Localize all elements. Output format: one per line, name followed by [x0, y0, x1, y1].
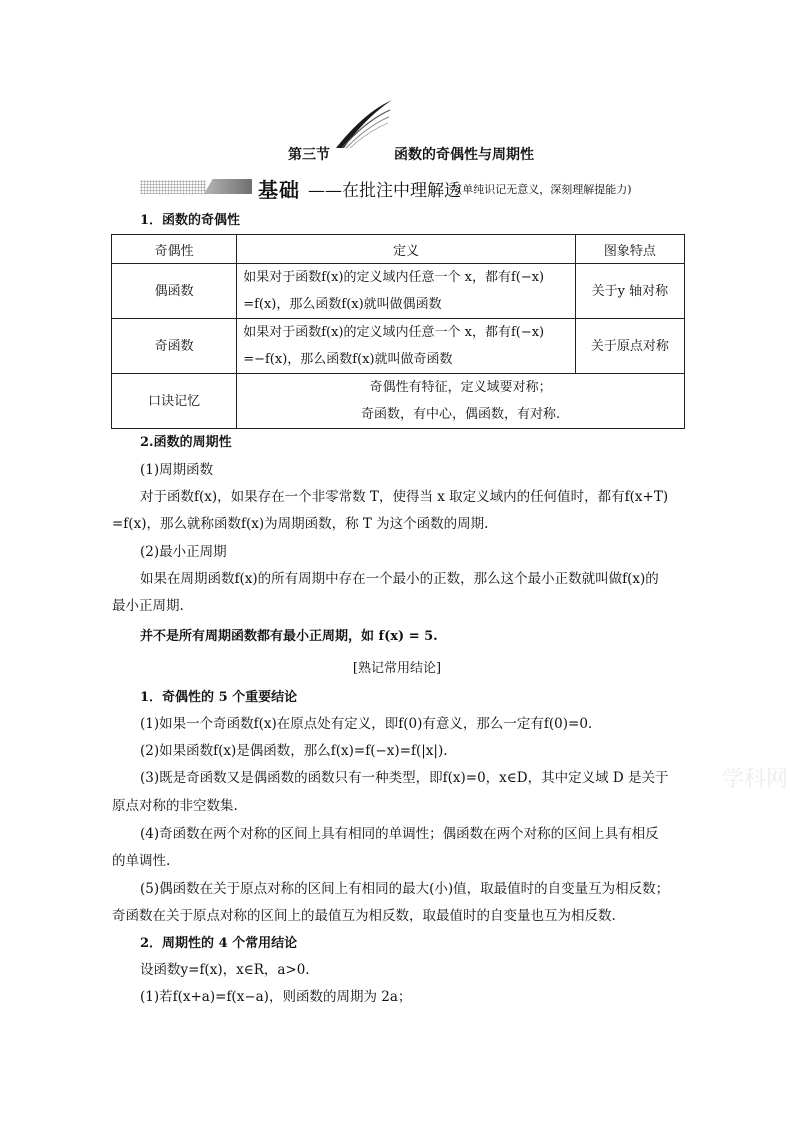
- paragraph-line: 最小正周期.: [112, 598, 184, 614]
- conclusion-item: (1)若f(x+a)=f(x−a)，则函数的周期为 2a；: [140, 989, 412, 1005]
- row-name: 口诀记忆: [112, 374, 237, 429]
- banner-subtitle: ——在批注中理解透: [308, 181, 461, 201]
- row-definition: [237, 264, 576, 319]
- watermark-text: 学科网: [722, 767, 789, 792]
- parity-heading: 1．函数的奇偶性: [140, 213, 241, 228]
- row-feature: 关于原点对称: [575, 319, 684, 374]
- conclusions-title: [熟记常用结论]: [352, 661, 442, 676]
- row-name: 偶函数: [112, 264, 237, 319]
- table-header-cell: 图象特点: [575, 235, 684, 264]
- conclusion-setup: 设函数y=f(x)，x∈R，a>0.: [140, 962, 310, 978]
- table-row: [112, 374, 685, 429]
- subheading: (1)周期函数: [140, 462, 214, 478]
- definition-line: =f(x)，那么函数f(x)就叫做偶函数: [243, 297, 442, 312]
- paragraph-line: =f(x)，那么就称函数f(x)为周期函数，称 T 为这个函数的周期.: [112, 516, 489, 532]
- subheading: (2)最小正周期: [140, 544, 227, 560]
- conclusion-item: (4)奇函数在两个对称的区间上具有相同的单调性；偶函数在两个对称的区间上具有相反: [140, 826, 659, 842]
- banner-note: (单纯识记无意义，深刻理解提能力): [458, 183, 632, 196]
- conclusion-item: (5)偶函数在关于原点对称的区间上有相同的最大(小)值，取最值时的自变量互为相反数；: [140, 881, 670, 897]
- table-header-cell: 奇偶性: [112, 235, 237, 264]
- row-definition: [237, 319, 576, 374]
- section-title: 函数的奇偶性与周期性: [394, 147, 534, 163]
- conclusion-item-cont: 奇函数在关于原点对称的区间上的最值互为相反数，取最值时的自变量也互为相反数.: [112, 908, 616, 924]
- parity-table: [111, 234, 685, 429]
- banner-bar-decoration: [204, 179, 252, 194]
- conclusion-item: (2)如果函数f(x)是偶函数，那么f(x)=f(−x)=f(|x|).: [140, 743, 448, 759]
- definition-line: =−f(x)，那么函数f(x)就叫做奇函数: [243, 352, 453, 367]
- definition-line: 如果对于函数f(x)的定义域内任意一个 x，都有f(−x): [243, 270, 545, 285]
- conclusion-heading: 2．周期性的 4 个常用结论: [140, 936, 298, 951]
- swoosh-logo-icon: [334, 98, 394, 150]
- definition-line: 如果对于函数f(x)的定义域内任意一个 x，都有f(−x): [243, 325, 545, 340]
- paragraph-line: 如果在周期函数f(x)的所有周期中存在一个最小的正数，那么这个最小正数就叫做f(x)的: [140, 571, 659, 587]
- section-banner: [140, 174, 700, 202]
- row-name: 奇函数: [112, 319, 237, 374]
- note-text: 并不是所有周期函数都有最小正周期，如 f(x) = 5.: [140, 629, 438, 644]
- mnemonic-text: [237, 374, 685, 429]
- periodicity-heading: 2.函数的周期性: [140, 435, 232, 450]
- table-row: [112, 319, 685, 374]
- row-feature: 关于y 轴对称: [575, 264, 684, 319]
- conclusion-item-cont: 的单调性.: [112, 853, 171, 869]
- banner-dots-decoration: [140, 180, 206, 194]
- conclusion-item-cont: 原点对称的非空数集.: [112, 798, 238, 814]
- table-row: [112, 264, 685, 319]
- table-header-cell: 定义: [237, 235, 576, 264]
- conclusion-heading: 1．奇偶性的 5 个重要结论: [140, 690, 298, 705]
- table-header-row: [112, 235, 685, 264]
- banner-main-label: 基础: [258, 178, 300, 202]
- conclusion-item: (3)既是奇函数又是偶函数的函数只有一种类型，即f(x)=0，x∈D，其中定义域 D 是关于: [140, 770, 669, 786]
- mnemonic-line: 奇函数，有中心，偶函数，有对称.: [361, 407, 561, 422]
- paragraph-line: 对于函数f(x)，如果存在一个非零常数 T，使得当 x 取定义域内的任何值时，都有f(x+T): [140, 489, 669, 505]
- mnemonic-line: 奇偶性有特征，定义域要对称；: [369, 380, 552, 395]
- conclusion-item: (1)如果一个奇函数f(x)在原点处有定义，即f(0)有意义，那么一定有f(0)=0.: [140, 716, 593, 732]
- section-number: 第三节: [288, 147, 330, 163]
